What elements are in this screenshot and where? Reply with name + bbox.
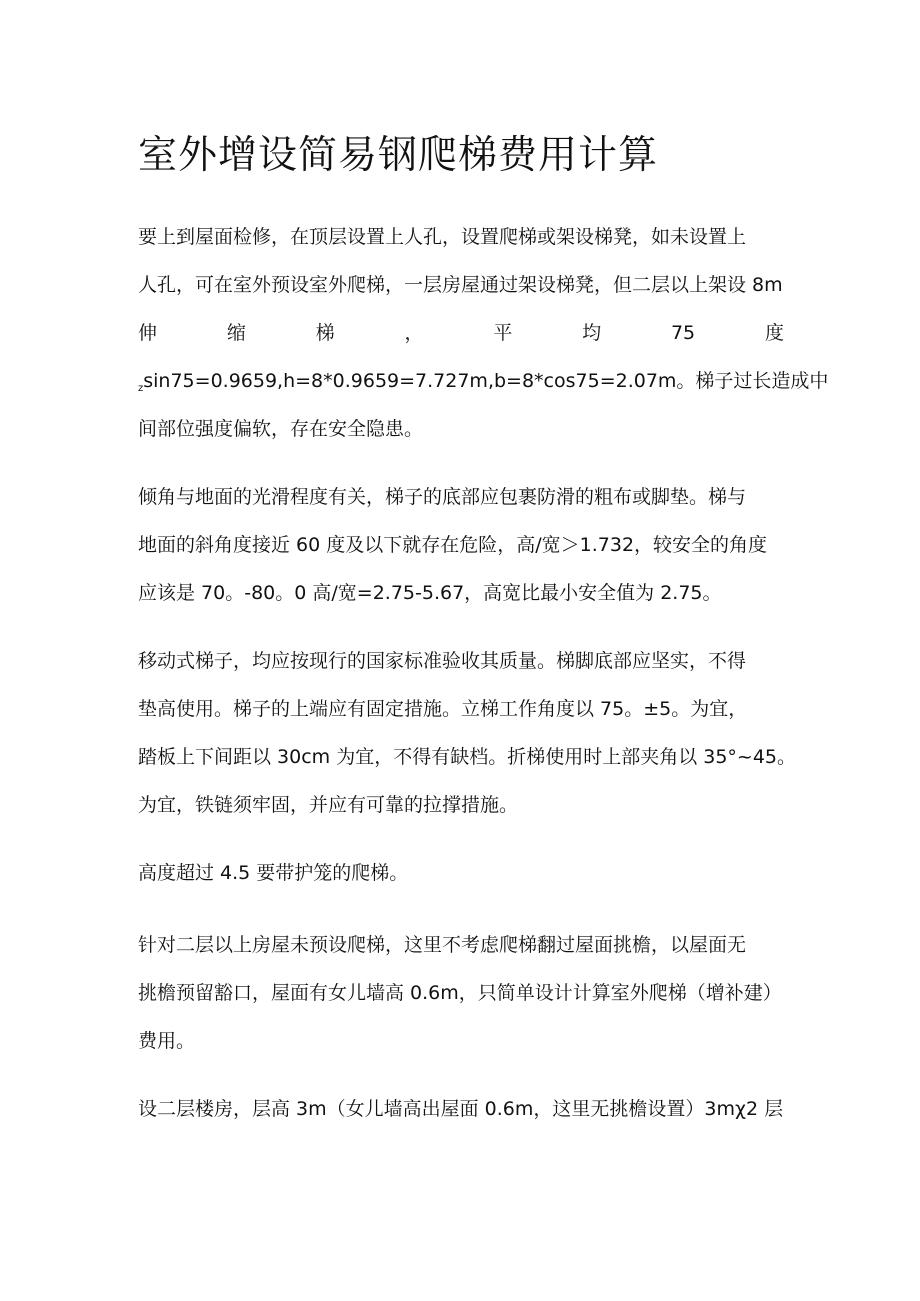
- formula-text: sin75=0.9659,h=8*0.9659=7.727m,b=8*cos75=2.07m。梯子过长造成中: [143, 370, 829, 392]
- paragraph-line: [138, 357, 829, 405]
- paragraph-line-justified: [138, 309, 784, 357]
- word: ，: [404, 322, 424, 344]
- word: 梯: [315, 322, 335, 344]
- paragraph-ladder-angle: [138, 473, 784, 617]
- paragraph-line: 要上到屋面检修，在顶层设置上人孔，设置爬梯或架设梯凳，如未设置上: [138, 226, 747, 248]
- document-title: 室外增设简易钢爬梯费用计算: [138, 133, 659, 178]
- paragraph-cage-requirement: [138, 849, 784, 897]
- paragraph-line: 费用。: [138, 1030, 196, 1052]
- word: 均: [582, 322, 602, 344]
- paragraph-line: 高度超过 4.5 要带护笼的爬梯。: [138, 862, 409, 884]
- paragraph-line: 倾角与地面的光滑程度有关，梯子的底部应包裹防滑的粗布或脚垫。梯与: [138, 486, 747, 508]
- paragraph-line: 移动式梯子，均应按现行的国家标准验收其质量。梯脚底部应坚实，不得: [138, 650, 747, 672]
- word: 伸: [138, 322, 158, 344]
- paragraph-line: 设二层楼房，层高 3m（女儿墙高出屋面 0.6m，这里无挑檐设置）3mχ2 层: [138, 1098, 784, 1120]
- paragraph-mobile-ladder: [138, 637, 797, 829]
- subscript-mark: z: [138, 383, 144, 394]
- paragraph-line: 针对二层以上房屋未预设爬梯，这里不考虑爬梯翻过屋面挑檐，以屋面无: [138, 934, 747, 956]
- paragraph-line: 挑檐预留豁口，屋面有女儿墙高 0.6m，只简单设计计算室外爬梯（增补建）: [138, 982, 782, 1004]
- word: 缩: [226, 322, 246, 344]
- word: 75: [670, 322, 696, 344]
- paragraph-line: 为宜，铁链须牢固，并应有可靠的拉撑措施。: [138, 794, 519, 816]
- paragraph-line: 踏板上下间距以 30cm 为宜，不得有缺档。折梯使用时上部夹角以 35°~45。: [138, 746, 797, 768]
- paragraph-roof-access: [138, 213, 829, 453]
- paragraph-line: 人孔，可在室外预设室外爬梯，一层房屋通过架设梯凳，但二层以上架设 8m: [138, 274, 783, 296]
- paragraph-design-scope: [138, 921, 784, 1065]
- paragraph-line: 应该是 70。-80。0 高/宽=2.75-5.67，高宽比最小安全值为 2.75。: [138, 582, 722, 604]
- paragraph-line: 垫高使用。梯子的上端应有固定措施。立梯工作角度以 75。±5。为宜，: [138, 698, 748, 720]
- word: 度: [764, 322, 784, 344]
- paragraph-line: 地面的斜角度接近 60 度及以下就存在危险，高/宽＞1.732，较安全的角度: [138, 534, 768, 556]
- paragraph-line: 间部位强度偏软，存在安全隐患。: [138, 418, 424, 440]
- paragraph-building-setup: [138, 1085, 784, 1133]
- word: 平: [493, 322, 513, 344]
